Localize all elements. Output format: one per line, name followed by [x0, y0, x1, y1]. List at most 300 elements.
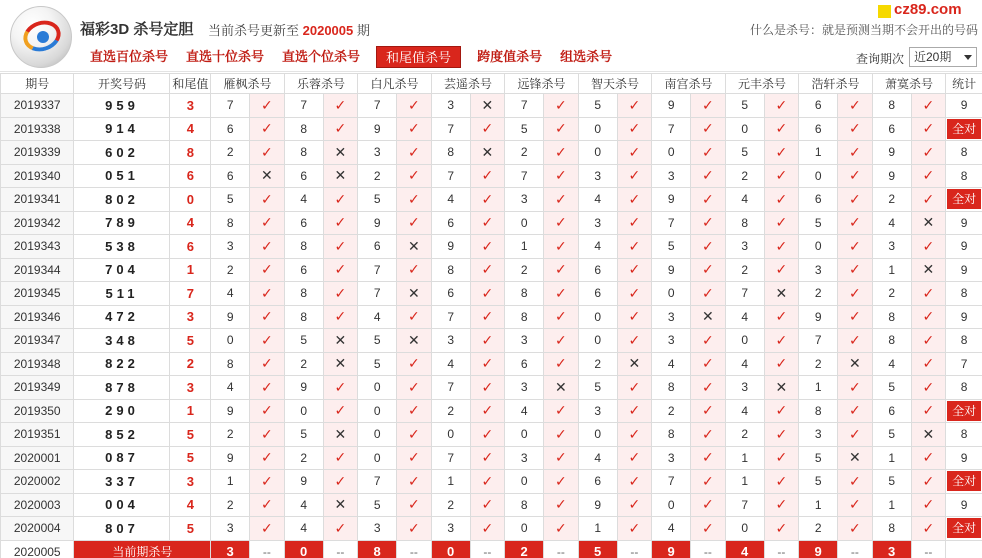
- current-pending: --: [911, 540, 946, 558]
- check-icon: ✓: [470, 117, 505, 141]
- check-icon: ✓: [838, 258, 873, 282]
- table-row: [1, 305, 982, 329]
- row-kill-number: 3: [652, 164, 691, 188]
- cross-icon: ✕: [470, 94, 505, 118]
- check-icon: ✓: [323, 399, 358, 423]
- row-issue: 2019345: [1, 282, 74, 306]
- all-correct-badge[interactable]: 全对: [947, 401, 981, 421]
- row-kill-number: 3: [505, 446, 544, 470]
- row-stats: 9: [946, 211, 982, 235]
- row-kill-number: 6: [578, 258, 617, 282]
- row-kill-number: 6: [431, 282, 470, 306]
- current-kill-number: 0: [431, 540, 470, 558]
- row-kill-number: 6: [799, 94, 838, 118]
- check-icon: ✓: [323, 117, 358, 141]
- cross-icon: ✕: [617, 352, 652, 376]
- cross-icon: ✕: [691, 305, 726, 329]
- check-icon: ✓: [691, 399, 726, 423]
- check-icon: ✓: [544, 258, 579, 282]
- row-kill-number: 5: [358, 329, 397, 353]
- row-kill-number: 5: [211, 188, 250, 212]
- check-icon: ✓: [691, 282, 726, 306]
- row-kill-number: 2: [578, 352, 617, 376]
- check-icon: ✓: [617, 376, 652, 400]
- check-icon: ✓: [764, 329, 799, 353]
- row-kill-number: 8: [652, 423, 691, 447]
- check-icon: ✓: [470, 329, 505, 353]
- row-kill-number: 3: [652, 305, 691, 329]
- row-kill-number: 7: [652, 470, 691, 494]
- site-badge[interactable]: [876, 1, 962, 21]
- check-icon: ✓: [617, 94, 652, 118]
- check-icon: ✓: [617, 235, 652, 259]
- row-kill-number: 8: [872, 329, 911, 353]
- row-draw-number: 538: [74, 235, 170, 259]
- cross-icon: ✕: [838, 352, 873, 376]
- row-kill-number: 0: [358, 446, 397, 470]
- check-icon: ✓: [617, 517, 652, 541]
- table-header: [1, 74, 982, 94]
- row-kill-number: 7: [358, 470, 397, 494]
- cross-icon: ✕: [397, 329, 432, 353]
- row-stats: [946, 470, 982, 494]
- row-issue: 2019337: [1, 94, 74, 118]
- row-kill-number: 5: [284, 329, 323, 353]
- row-draw-number: 511: [74, 282, 170, 306]
- check-icon: ✓: [397, 94, 432, 118]
- row-kill-number: 0: [725, 117, 764, 141]
- cross-icon: ✕: [397, 282, 432, 306]
- row-kill-number: 4: [652, 517, 691, 541]
- check-icon: ✓: [397, 211, 432, 235]
- row-kill-number: 7: [652, 211, 691, 235]
- cross-icon: ✕: [250, 164, 285, 188]
- row-issue: 2019348: [1, 352, 74, 376]
- row-kill-number: 4: [505, 399, 544, 423]
- kill-table-wrap: [0, 73, 982, 558]
- nav-tab-4[interactable]: 跨度值杀号: [477, 49, 543, 64]
- cross-icon: ✕: [323, 164, 358, 188]
- row-kill-number: 2: [431, 399, 470, 423]
- check-icon: ✓: [911, 117, 946, 141]
- row-kill-number: 2: [358, 164, 397, 188]
- row-issue: 2019344: [1, 258, 74, 282]
- row-stats: 8: [946, 423, 982, 447]
- row-kill-number: 4: [725, 305, 764, 329]
- row-kill-number: 5: [358, 352, 397, 376]
- current-kill-number: 3: [211, 540, 250, 558]
- col-header-expert[interactable]: 浩轩杀号: [799, 74, 873, 94]
- brand-title: 福彩3D 杀号定胆: [80, 21, 194, 38]
- row-kill-number: 5: [578, 94, 617, 118]
- check-icon: ✓: [470, 211, 505, 235]
- row-kill-number: 1: [578, 517, 617, 541]
- table-row: [1, 164, 982, 188]
- row-issue: 2019349: [1, 376, 74, 400]
- col-header-draw: 开奖号码: [74, 74, 170, 94]
- check-icon: ✓: [838, 164, 873, 188]
- row-tail-value: 4: [170, 211, 211, 235]
- nav-tab-5[interactable]: 组选杀号: [560, 49, 613, 64]
- current-kill-number: 3: [872, 540, 911, 558]
- row-kill-number: 7: [211, 94, 250, 118]
- row-kill-number: 7: [725, 493, 764, 517]
- row-kill-number: 6: [872, 399, 911, 423]
- check-icon: ✓: [250, 517, 285, 541]
- row-kill-number: 4: [431, 352, 470, 376]
- row-kill-number: 2: [799, 282, 838, 306]
- check-icon: ✓: [691, 517, 726, 541]
- cross-icon: ✕: [544, 376, 579, 400]
- row-issue: 2019351: [1, 423, 74, 447]
- table-row: [1, 493, 982, 517]
- check-icon: ✓: [911, 376, 946, 400]
- row-kill-number: 8: [284, 282, 323, 306]
- row-kill-number: 5: [505, 117, 544, 141]
- row-issue: 2019341: [1, 188, 74, 212]
- check-icon: ✓: [838, 470, 873, 494]
- row-kill-number: 4: [725, 352, 764, 376]
- row-issue: 2019338: [1, 117, 74, 141]
- check-icon: ✓: [397, 517, 432, 541]
- row-kill-number: 3: [431, 94, 470, 118]
- row-kill-number: 8: [505, 282, 544, 306]
- row-kill-number: 8: [284, 141, 323, 165]
- row-kill-number: 0: [505, 517, 544, 541]
- row-tail-value: 0: [170, 188, 211, 212]
- period-select[interactable]: [909, 47, 977, 67]
- check-icon: ✓: [911, 399, 946, 423]
- row-kill-number: 5: [872, 376, 911, 400]
- table-row: [1, 188, 982, 212]
- check-icon: ✓: [544, 517, 579, 541]
- row-kill-number: 9: [431, 235, 470, 259]
- row-stats: 8: [946, 376, 982, 400]
- row-kill-number: 6: [284, 164, 323, 188]
- check-icon: ✓: [838, 94, 873, 118]
- check-icon: ✓: [323, 470, 358, 494]
- row-tail-value: 4: [170, 117, 211, 141]
- check-icon: ✓: [911, 446, 946, 470]
- row-stats: [946, 188, 982, 212]
- row-kill-number: 8: [284, 235, 323, 259]
- row-kill-number: 9: [284, 470, 323, 494]
- row-issue: 2019350: [1, 399, 74, 423]
- current-issue: 2020005: [1, 540, 74, 558]
- row-kill-number: 4: [872, 211, 911, 235]
- nav-tab-0[interactable]: 直选百位杀号: [90, 49, 169, 64]
- current-kill-number: 2: [505, 540, 544, 558]
- row-kill-number: 7: [431, 376, 470, 400]
- row-draw-number: 852: [74, 423, 170, 447]
- all-correct-badge[interactable]: 全对: [947, 471, 981, 491]
- check-icon: ✓: [250, 376, 285, 400]
- row-kill-number: 9: [799, 305, 838, 329]
- row-tail-value: 6: [170, 235, 211, 259]
- nav-tab-1[interactable]: 直选十位杀号: [186, 49, 265, 64]
- update-info: [208, 20, 370, 39]
- row-kill-number: 0: [431, 423, 470, 447]
- row-kill-number: 3: [211, 235, 250, 259]
- row-kill-number: 2: [725, 258, 764, 282]
- row-issue: 2019343: [1, 235, 74, 259]
- check-icon: ✓: [911, 517, 946, 541]
- check-icon: ✓: [838, 235, 873, 259]
- check-icon: ✓: [544, 470, 579, 494]
- check-icon: ✓: [470, 470, 505, 494]
- row-kill-number: 0: [578, 117, 617, 141]
- check-icon: ✓: [470, 517, 505, 541]
- row-kill-number: 8: [799, 399, 838, 423]
- row-kill-number: 3: [872, 235, 911, 259]
- row-kill-number: 7: [358, 94, 397, 118]
- row-kill-number: 3: [799, 258, 838, 282]
- row-kill-number: 1: [872, 493, 911, 517]
- row-kill-number: 8: [431, 258, 470, 282]
- all-correct-badge[interactable]: 全对: [947, 518, 981, 538]
- check-icon: ✓: [911, 188, 946, 212]
- row-stats: 8: [946, 282, 982, 306]
- check-icon: ✓: [838, 329, 873, 353]
- check-icon: ✓: [838, 376, 873, 400]
- row-issue: 2019340: [1, 164, 74, 188]
- col-header-expert[interactable]: 白凡杀号: [358, 74, 432, 94]
- check-icon: ✓: [250, 305, 285, 329]
- row-kill-number: 0: [578, 305, 617, 329]
- col-header-expert[interactable]: 元丰杀号: [725, 74, 799, 94]
- row-kill-number: 8: [652, 376, 691, 400]
- current-pending: --: [323, 540, 358, 558]
- row-kill-number: 8: [211, 211, 250, 235]
- row-kill-number: 8: [725, 211, 764, 235]
- all-correct-badge[interactable]: 全对: [947, 189, 981, 209]
- col-header-expert[interactable]: 萧寞杀号: [872, 74, 946, 94]
- row-tail-value: 1: [170, 399, 211, 423]
- check-icon: ✓: [764, 493, 799, 517]
- row-kill-number: 1: [725, 470, 764, 494]
- row-kill-number: 2: [211, 423, 250, 447]
- row-draw-number: 472: [74, 305, 170, 329]
- check-icon: ✓: [838, 305, 873, 329]
- row-kill-number: 9: [872, 164, 911, 188]
- row-draw-number: 802: [74, 188, 170, 212]
- row-stats: 9: [946, 305, 982, 329]
- nav-tabs: [88, 46, 628, 72]
- cross-icon: ✕: [911, 211, 946, 235]
- check-icon: ✓: [911, 352, 946, 376]
- row-kill-number: 6: [211, 117, 250, 141]
- check-icon: ✓: [544, 305, 579, 329]
- check-icon: ✓: [691, 117, 726, 141]
- check-icon: ✓: [764, 470, 799, 494]
- row-stats: 9: [946, 94, 982, 118]
- check-icon: ✓: [470, 399, 505, 423]
- row-kill-number: 3: [725, 376, 764, 400]
- row-stats: [946, 399, 982, 423]
- row-kill-number: 5: [358, 188, 397, 212]
- row-kill-number: 6: [358, 235, 397, 259]
- row-kill-number: 4: [578, 188, 617, 212]
- cross-icon: ✕: [323, 141, 358, 165]
- col-header-expert[interactable]: 雁枫杀号: [211, 74, 285, 94]
- check-icon: ✓: [691, 141, 726, 165]
- check-icon: ✓: [617, 305, 652, 329]
- row-kill-number: 6: [578, 470, 617, 494]
- check-icon: ✓: [544, 164, 579, 188]
- cross-icon: ✕: [764, 282, 799, 306]
- check-icon: ✓: [397, 258, 432, 282]
- row-kill-number: 7: [358, 282, 397, 306]
- current-label: 当前期杀号: [74, 540, 211, 558]
- row-kill-number: 0: [799, 235, 838, 259]
- check-icon: ✓: [397, 399, 432, 423]
- row-kill-number: 4: [578, 446, 617, 470]
- check-icon: ✓: [764, 258, 799, 282]
- site-name: cz89.com: [894, 1, 962, 18]
- check-icon: ✓: [250, 446, 285, 470]
- check-icon: ✓: [911, 282, 946, 306]
- check-icon: ✓: [250, 399, 285, 423]
- col-header-expert[interactable]: 智天杀号: [578, 74, 652, 94]
- row-kill-number: 7: [431, 117, 470, 141]
- row-tail-value: 5: [170, 329, 211, 353]
- check-icon: ✓: [544, 399, 579, 423]
- row-stats: 7: [946, 352, 982, 376]
- nav-tab-3[interactable]: 和尾值杀号: [376, 46, 461, 68]
- row-kill-number: 1: [431, 470, 470, 494]
- nav-tab-2[interactable]: 直选个位杀号: [282, 49, 361, 64]
- check-icon: ✓: [397, 305, 432, 329]
- check-icon: ✓: [250, 94, 285, 118]
- row-kill-number: 2: [872, 282, 911, 306]
- cross-icon: ✕: [470, 141, 505, 165]
- row-issue: 2019339: [1, 141, 74, 165]
- row-kill-number: 6: [284, 211, 323, 235]
- row-kill-number: 7: [431, 164, 470, 188]
- check-icon: ✓: [691, 258, 726, 282]
- col-header-expert[interactable]: 芸遥杀号: [431, 74, 505, 94]
- row-kill-number: 4: [725, 399, 764, 423]
- update-prefix: 当前杀号更新至: [208, 23, 300, 38]
- period-label: 查询期次: [856, 52, 905, 66]
- check-icon: ✓: [397, 470, 432, 494]
- check-icon: ✓: [544, 446, 579, 470]
- row-issue: 2019346: [1, 305, 74, 329]
- row-kill-number: 5: [652, 235, 691, 259]
- row-kill-number: 6: [284, 258, 323, 282]
- cross-icon: ✕: [911, 258, 946, 282]
- row-kill-number: 4: [872, 352, 911, 376]
- row-kill-number: 1: [725, 446, 764, 470]
- row-kill-number: 8: [284, 117, 323, 141]
- row-kill-number: 0: [652, 141, 691, 165]
- row-kill-number: 6: [578, 282, 617, 306]
- row-kill-number: 0: [358, 399, 397, 423]
- row-draw-number: 051: [74, 164, 170, 188]
- check-icon: ✓: [617, 493, 652, 517]
- check-icon: ✓: [838, 282, 873, 306]
- cross-icon: ✕: [323, 493, 358, 517]
- check-icon: ✓: [838, 399, 873, 423]
- row-kill-number: 0: [505, 211, 544, 235]
- row-tail-value: 5: [170, 423, 211, 447]
- row-kill-number: 9: [652, 188, 691, 212]
- check-icon: ✓: [544, 493, 579, 517]
- current-pending: --: [250, 540, 285, 558]
- row-kill-number: 8: [872, 305, 911, 329]
- table-body: [1, 94, 982, 558]
- row-tail-value: 2: [170, 352, 211, 376]
- table-row: [1, 399, 982, 423]
- check-icon: ✓: [617, 258, 652, 282]
- check-icon: ✓: [397, 446, 432, 470]
- row-kill-number: 3: [505, 329, 544, 353]
- check-icon: ✓: [470, 188, 505, 212]
- col-header-expert[interactable]: 乐蓉杀号: [284, 74, 358, 94]
- check-icon: ✓: [911, 493, 946, 517]
- current-pending: --: [397, 540, 432, 558]
- row-kill-number: 0: [505, 470, 544, 494]
- row-kill-number: 5: [799, 470, 838, 494]
- col-header-expert[interactable]: 远锋杀号: [505, 74, 579, 94]
- row-kill-number: 2: [211, 493, 250, 517]
- row-kill-number: 6: [211, 164, 250, 188]
- check-icon: ✓: [323, 235, 358, 259]
- current-kill-number: 9: [799, 540, 838, 558]
- row-kill-number: 3: [505, 188, 544, 212]
- current-pending: --: [838, 540, 873, 558]
- all-correct-badge[interactable]: 全对: [947, 119, 981, 139]
- table-row: [1, 329, 982, 353]
- nav-row: [0, 46, 982, 72]
- row-kill-number: 1: [799, 376, 838, 400]
- row-kill-number: 3: [652, 329, 691, 353]
- check-icon: ✓: [470, 164, 505, 188]
- row-draw-number: 878: [74, 376, 170, 400]
- row-kill-number: 2: [652, 399, 691, 423]
- current-pending: --: [764, 540, 799, 558]
- table-row: [1, 94, 982, 118]
- row-kill-number: 3: [578, 211, 617, 235]
- row-kill-number: 7: [431, 305, 470, 329]
- row-kill-number: 0: [505, 423, 544, 447]
- row-kill-number: 5: [358, 493, 397, 517]
- row-kill-number: 8: [431, 141, 470, 165]
- row-kill-number: 2: [505, 141, 544, 165]
- row-draw-number: 290: [74, 399, 170, 423]
- check-icon: ✓: [691, 352, 726, 376]
- check-icon: ✓: [617, 141, 652, 165]
- row-tail-value: 8: [170, 141, 211, 165]
- row-kill-number: 3: [358, 141, 397, 165]
- row-stats: [946, 117, 982, 141]
- row-draw-number: 348: [74, 329, 170, 353]
- row-kill-number: 1: [799, 141, 838, 165]
- table-row: [1, 423, 982, 447]
- check-icon: ✓: [250, 141, 285, 165]
- check-icon: ✓: [691, 235, 726, 259]
- row-kill-number: 5: [872, 423, 911, 447]
- check-icon: ✓: [250, 235, 285, 259]
- row-tail-value: 3: [170, 470, 211, 494]
- row-kill-number: 4: [284, 517, 323, 541]
- row-draw-number: 602: [74, 141, 170, 165]
- col-header-expert[interactable]: 南宫杀号: [652, 74, 726, 94]
- row-kill-number: 0: [578, 329, 617, 353]
- current-pending: --: [691, 540, 726, 558]
- row-tail-value: 6: [170, 164, 211, 188]
- row-kill-number: 0: [578, 141, 617, 165]
